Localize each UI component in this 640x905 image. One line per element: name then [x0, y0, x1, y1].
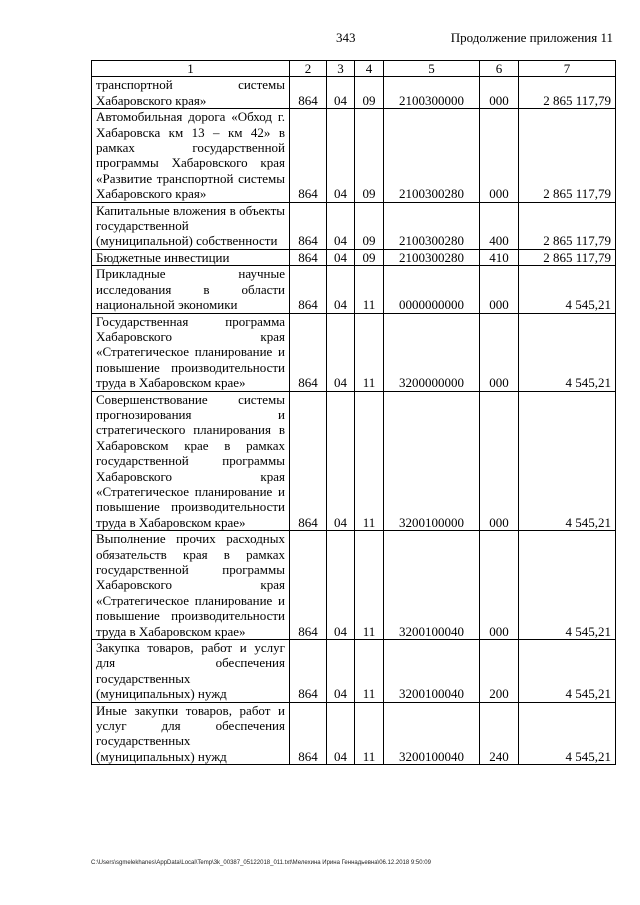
column-header-7: 7 — [519, 61, 616, 77]
subsection-code: 09 — [355, 249, 384, 265]
target-article-code: 3200000000 — [384, 313, 480, 391]
amount: 4 545,21 — [519, 266, 616, 313]
section-code: 04 — [327, 77, 355, 109]
subsection-code: 11 — [355, 391, 384, 531]
row-name: Автомобильная дорога «Обход г. Хабаровска км 13 – км 42» в рамках государственной программы Хабаровского края «Развитие транспортной системы Хабаровского края» — [92, 109, 290, 202]
appendix-continuation-title: Продолжение приложения 11 — [450, 30, 613, 45]
target-article-code: 2100300280 — [384, 202, 480, 249]
subsection-code: 11 — [355, 266, 384, 313]
subsection-code: 09 — [355, 77, 384, 109]
ministry-code: 864 — [290, 266, 327, 313]
expense-type-code: 410 — [480, 249, 519, 265]
expense-type-code: 000 — [480, 109, 519, 202]
table-header — [92, 61, 616, 77]
ministry-code: 864 — [290, 531, 327, 640]
target-article-code: 0000000000 — [384, 266, 480, 313]
expense-type-code: 000 — [480, 391, 519, 531]
table-row — [92, 531, 616, 640]
ministry-code: 864 — [290, 391, 327, 531]
column-number-row — [92, 61, 616, 77]
subsection-code: 09 — [355, 202, 384, 249]
column-header-6: 6 — [480, 61, 519, 77]
target-article-code: 2100300280 — [384, 109, 480, 202]
expense-type-code: 400 — [480, 202, 519, 249]
subsection-code: 11 — [355, 313, 384, 391]
section-code: 04 — [327, 249, 355, 265]
expense-type-code: 000 — [480, 77, 519, 109]
expense-type-code: 240 — [480, 702, 519, 765]
table-row — [92, 266, 616, 313]
expense-type-code: 000 — [480, 266, 519, 313]
table-row — [92, 77, 616, 109]
ministry-code: 864 — [290, 202, 327, 249]
ministry-code: 864 — [290, 77, 327, 109]
ministry-code: 864 — [290, 702, 327, 765]
section-code: 04 — [327, 313, 355, 391]
expense-type-code: 000 — [480, 531, 519, 640]
row-name: Государственная программа Хабаровского края «Стратегическое планирование и повышение производительности труда в Хабаровском крае» — [92, 313, 290, 391]
target-article-code: 3200100040 — [384, 531, 480, 640]
page-number: 343 — [336, 30, 356, 45]
target-article-code: 3200100040 — [384, 702, 480, 765]
target-article-code: 3200100000 — [384, 391, 480, 531]
subsection-code: 11 — [355, 531, 384, 640]
target-article-code: 2100300280 — [384, 249, 480, 265]
table-row — [92, 702, 616, 765]
amount: 2 865 117,79 — [519, 249, 616, 265]
amount: 4 545,21 — [519, 391, 616, 531]
section-code: 04 — [327, 531, 355, 640]
row-name: Закупка товаров, работ и услуг для обеспечения государственных (муниципальных) нужд — [92, 640, 290, 703]
row-name: Выполнение прочих расходных обязательств края в рамках государственной программы Хабаровского края «Стратегическое планирование и повышение производительности труда в Хабаровском крае» — [92, 531, 290, 640]
file-path-footer: C:\Users\sgmelekhanes\AppData\Local\Temp\3k_00387_05122018_011.txt\Мелехина Ирина Геннадьевна\06.12.2018 9:50:09 — [91, 860, 431, 866]
row-name: Бюджетные инвестиции — [92, 249, 290, 265]
target-article-code: 2100300000 — [384, 77, 480, 109]
subsection-code: 11 — [355, 702, 384, 765]
subsection-code: 09 — [355, 109, 384, 202]
row-name: Прикладные научные исследования в области национальной экономики — [92, 266, 290, 313]
table-row — [92, 202, 616, 249]
table-row — [92, 391, 616, 531]
column-header-1: 1 — [92, 61, 290, 77]
expense-type-code: 000 — [480, 313, 519, 391]
ministry-code: 864 — [290, 313, 327, 391]
subsection-code: 11 — [355, 640, 384, 703]
row-name: транспортной системы Хабаровского края» — [92, 77, 290, 109]
row-name: Иные закупки товаров, работ и услуг для обеспечения государственных (муниципальных) нужд — [92, 702, 290, 765]
section-code: 04 — [327, 640, 355, 703]
amount: 2 865 117,79 — [519, 109, 616, 202]
table-row — [92, 313, 616, 391]
table-row — [92, 640, 616, 703]
row-name: Капитальные вложения в объекты государственной (муниципальной) собственности — [92, 202, 290, 249]
column-header-2: 2 — [290, 61, 327, 77]
column-header-4: 4 — [355, 61, 384, 77]
column-header-3: 3 — [327, 61, 355, 77]
budget-table — [91, 60, 616, 765]
ministry-code: 864 — [290, 640, 327, 703]
amount: 2 865 117,79 — [519, 77, 616, 109]
target-article-code: 3200100040 — [384, 640, 480, 703]
amount: 4 545,21 — [519, 531, 616, 640]
ministry-code: 864 — [290, 109, 327, 202]
section-code: 04 — [327, 391, 355, 531]
column-header-5: 5 — [384, 61, 480, 77]
section-code: 04 — [327, 702, 355, 765]
section-code: 04 — [327, 109, 355, 202]
table-row — [92, 249, 616, 265]
expense-type-code: 200 — [480, 640, 519, 703]
section-code: 04 — [327, 202, 355, 249]
row-name: Совершенствование системы прогнозирования и стратегического планирования в Хабаровском крае в рамках государственной программы Хабаровского края «Стратегическое планирование и повышение производительности труда в Хабаровском крае» — [92, 391, 290, 531]
table-row — [92, 109, 616, 202]
amount: 4 545,21 — [519, 640, 616, 703]
amount: 4 545,21 — [519, 313, 616, 391]
amount: 2 865 117,79 — [519, 202, 616, 249]
section-code: 04 — [327, 266, 355, 313]
amount: 4 545,21 — [519, 702, 616, 765]
ministry-code: 864 — [290, 249, 327, 265]
